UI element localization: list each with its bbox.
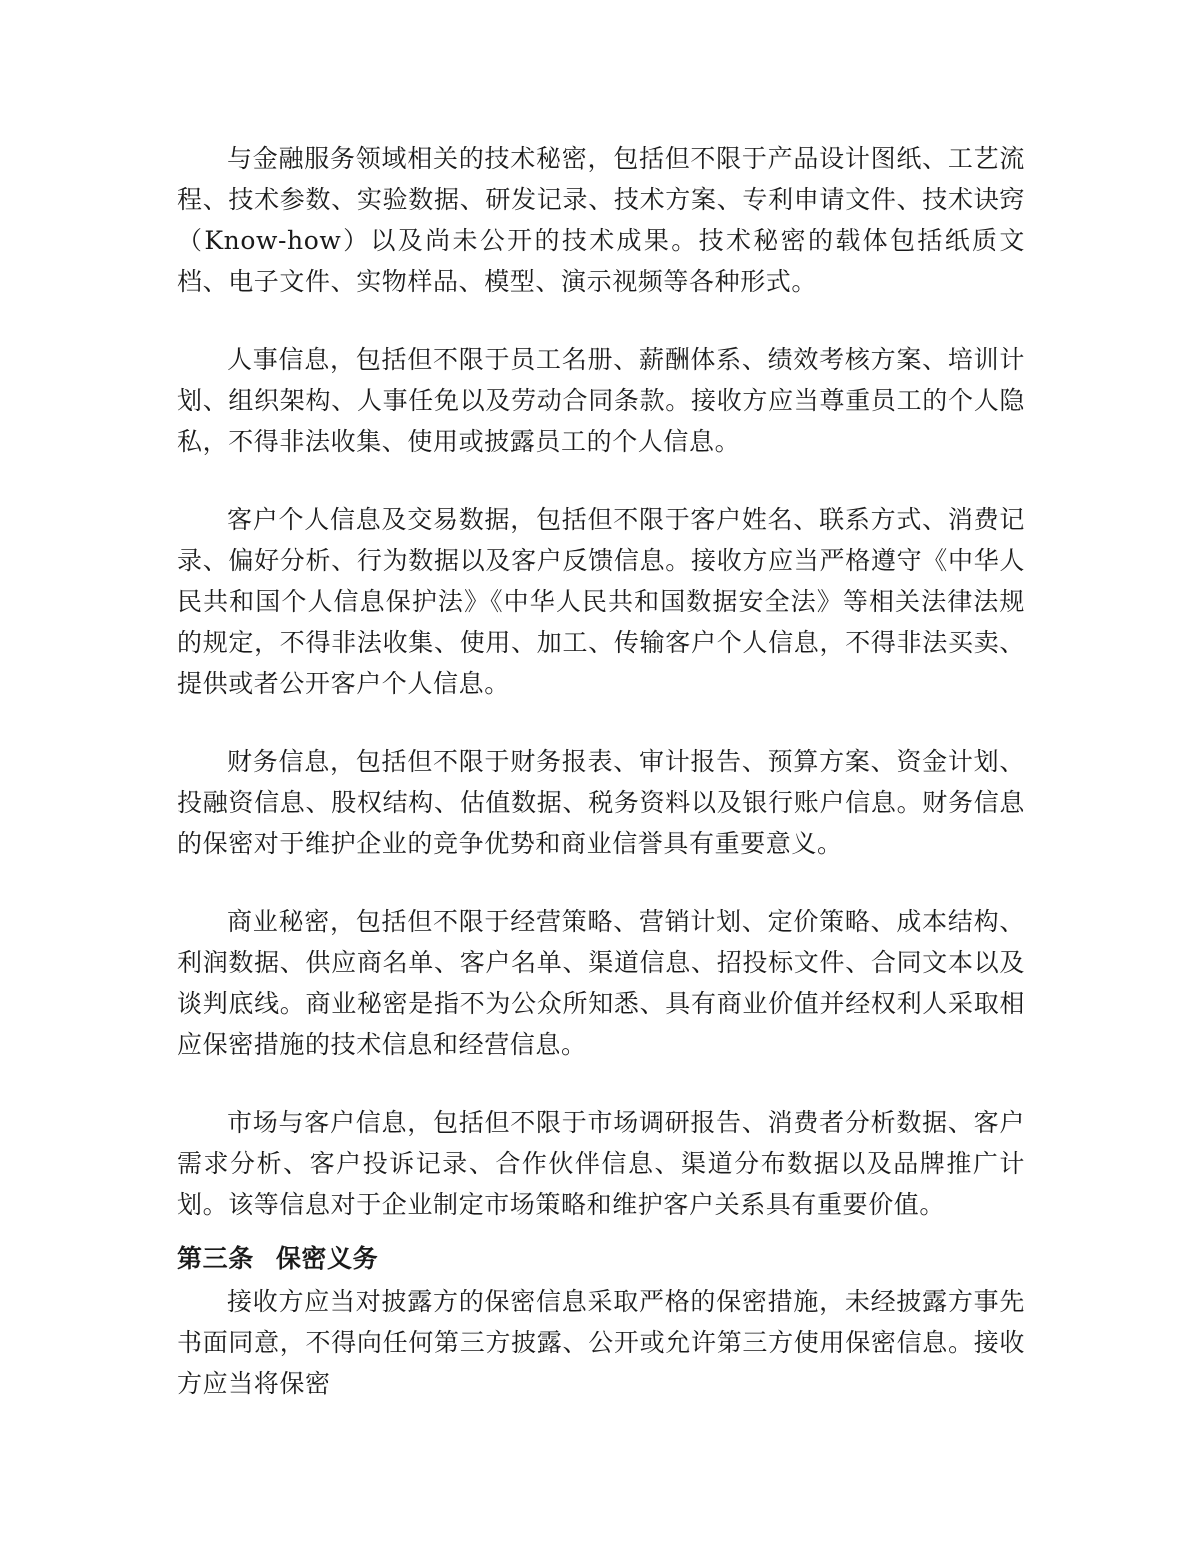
paragraph-market-info: 市场与客户信息，包括但不限于市场调研报告、消费者分析数据、客户需求分析、客户投诉记录、合作伙伴信息、渠道分布数据以及品牌推广计划。该等信息对于企业制定市场策略和维护客户关系具有重要价值。	[177, 1108, 1025, 1219]
section-title: 保密义务	[275, 1244, 379, 1273]
paragraph-customer-data: 客户个人信息及交易数据，包括但不限于客户姓名、联系方式、消费记录、偏好分析、行为数据以及客户反馈信息。接收方应当严格遵守《中华人民共和国个人信息保护法》《中华人民共和国数据安全法》等相关法律法规的规定，不得非法收集、使用、加工、传输客户个人信息，不得非法买卖、提供或者公开客户个人信息。	[177, 505, 1025, 698]
paragraph-confidentiality-obligation: 接收方应当对披露方的保密信息采取严格的保密措施，未经披露方事先书面同意，不得向任何第三方披露、公开或允许第三方使用保密信息。接收方应当将保密	[177, 1287, 1025, 1398]
paragraph-trade-secrets: 商业秘密，包括但不限于经营策略、营销计划、定价策略、成本结构、利润数据、供应商名单、客户名单、渠道信息、招投标文件、合同文本以及谈判底线。商业秘密是指不为公众所知悉、具有商业价值并经权利人采取相应保密措施的技术信息和经营信息。	[177, 907, 1025, 1059]
paragraph-financial-info: 财务信息，包括但不限于财务报表、审计报告、预算方案、资金计划、投融资信息、股权结构、估值数据、税务资料以及银行账户信息。财务信息的保密对于维护企业的竞争优势和商业信誉具有重要意义。	[177, 747, 1025, 858]
paragraph-personnel-info: 人事信息，包括但不限于员工名册、薪酬体系、绩效考核方案、培训计划、组织架构、人事任免以及劳动合同条款。接收方应当尊重员工的个人隐私，不得非法收集、使用或披露员工的个人信息。	[177, 345, 1025, 456]
paragraph-technical-secrets: 与金融服务领域相关的技术秘密，包括但不限于产品设计图纸、工艺流程、技术参数、实验数据、研发记录、技术方案、专利申请文件、技术诀窍（Know-how）以及尚未公开的技术成果。技术秘密的载体包括纸质文档、电子文件、实物样品、模型、演示视频等各种形式。	[177, 144, 1025, 296]
section-number: 第三条	[177, 1244, 254, 1273]
document-page	[177, 138, 1025, 1404]
section-heading	[177, 1237, 1025, 1281]
